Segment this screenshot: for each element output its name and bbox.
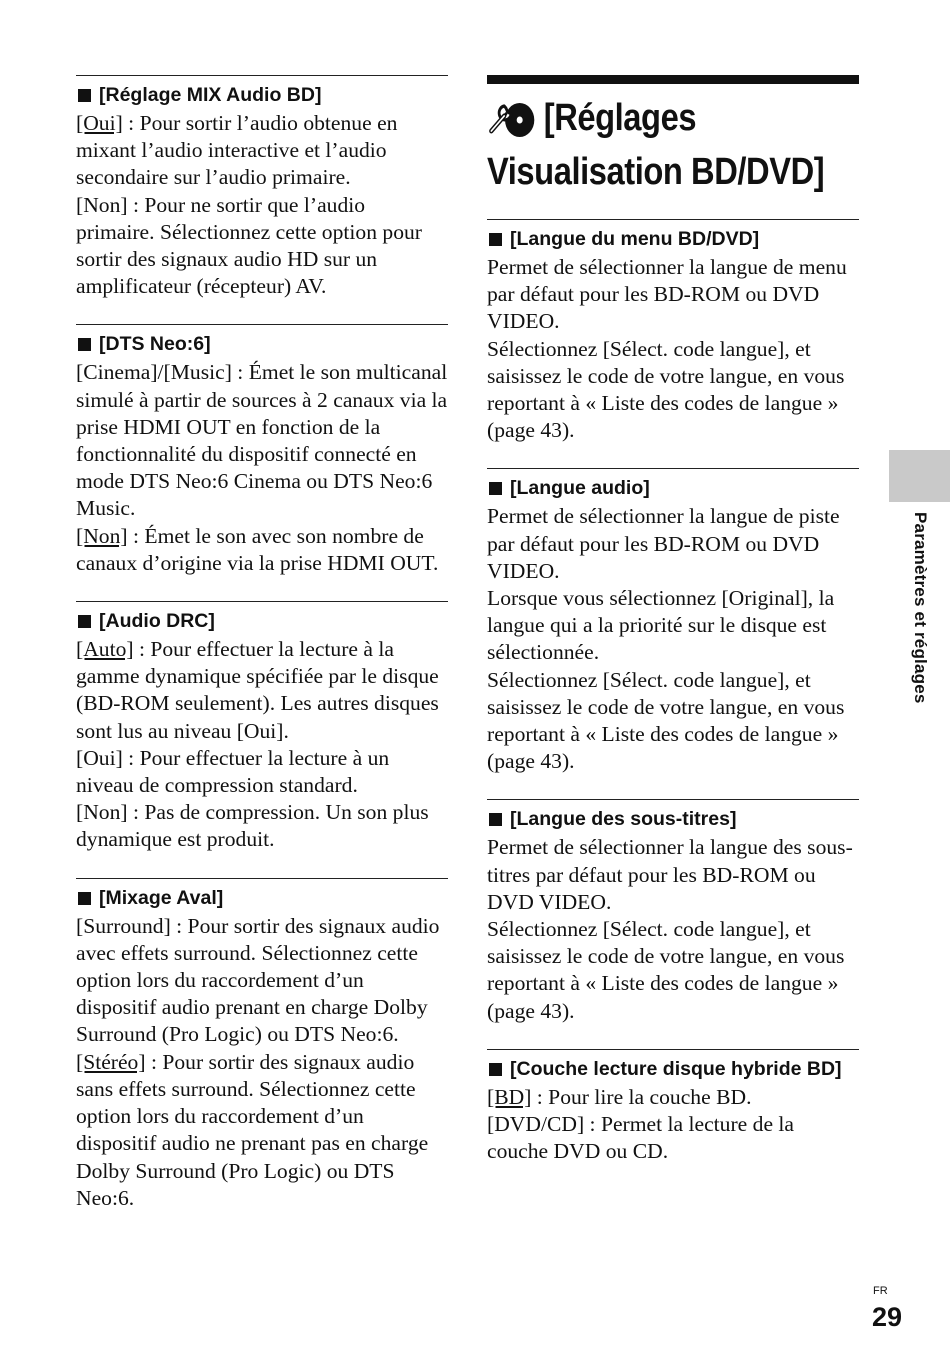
section-paragraph <box>487 916 859 1025</box>
section-body <box>487 1084 859 1166</box>
section-title-text: [Mixage Aval] <box>99 886 224 909</box>
section-title-text: [Couche lecture disque hybride BD] <box>510 1057 842 1080</box>
default-option: [Non] <box>76 523 128 548</box>
square-bullet-icon <box>78 89 91 102</box>
section-paragraph <box>76 359 448 522</box>
section-title-text: [Langue du menu BD/DVD] <box>510 228 760 250</box>
chapter-heading <box>487 75 859 195</box>
square-bullet-icon <box>489 813 502 826</box>
paragraph-text: : Pour sortir l’audio obtenue en mixant l’audio interactive et l’audio secondaire sur l’audio primaire. <box>76 111 398 190</box>
section-title-text: [DTS Neo:6] <box>99 333 211 356</box>
section-paragraph <box>76 745 448 799</box>
paragraph-text: Permet de sélectionner la langue de menu par défaut pour les BD-ROM ou DVD VIDEO. <box>487 255 847 334</box>
paragraph-text: Sélectionnez [Sélect. code langue], et saisissez le code de votre langue, en vous reportant à « Liste des codes de langue » (page 43). <box>487 917 845 1023</box>
paragraph-text: : Pour lire la couche BD. <box>531 1084 752 1109</box>
section-paragraph <box>487 834 859 916</box>
paragraph-text: : Émet le son avec son nombre de canaux d’origine via la prise HDMI OUT. <box>76 523 439 575</box>
chapter-title <box>487 94 857 195</box>
section-body <box>487 254 859 444</box>
section-title-text: [Langue audio] <box>510 477 650 500</box>
section-title <box>76 82 448 109</box>
section-title-text: [Réglage MIX Audio BD] <box>99 84 322 106</box>
left-column <box>76 75 448 1236</box>
section-paragraph <box>76 1049 448 1212</box>
side-tab-label: Paramètres et réglages <box>911 512 930 704</box>
chapter-bar <box>487 75 859 84</box>
section-body <box>487 503 859 775</box>
setting-section <box>487 219 859 444</box>
chapter-title-line1: [Réglages <box>543 97 697 139</box>
paragraph-text: Permet de sélectionner la langue de piste par défaut pour les BD-ROM ou DVD VIDEO. <box>487 504 840 583</box>
section-paragraph <box>76 913 448 1049</box>
section-title-text: [Langue des sous-titres] <box>510 808 737 831</box>
section-title <box>487 806 859 833</box>
paragraph-text: Sélectionnez [Sélect. code langue], et saisissez le code de votre langue, en vous reportant à « Liste des codes de langue » (page 43). <box>487 336 845 443</box>
section-paragraph <box>487 254 859 336</box>
section-title <box>487 475 859 502</box>
chapter-title-line2: Visualisation BD/DVD] <box>487 151 825 193</box>
setting-section <box>76 75 448 300</box>
square-bullet-icon <box>489 1063 502 1076</box>
paragraph-text: : Pour effectuer la lecture à la gamme dynamique spécifiée par le disque (BD-ROM seulement). Les autres disques sont lus au niveau [Oui]. <box>76 637 439 743</box>
default-option: [Auto] <box>76 637 134 662</box>
section-paragraph <box>76 636 448 745</box>
paragraph-text: [Oui] : Pour effectuer la lecture à un niveau de compression standard. <box>76 745 390 798</box>
section-paragraph <box>487 503 859 585</box>
setting-section <box>487 468 859 775</box>
wrench-disc-icon <box>487 94 539 149</box>
section-body <box>487 834 859 1024</box>
square-bullet-icon <box>78 892 91 905</box>
square-bullet-icon <box>78 615 91 628</box>
section-title-text: [Audio DRC] <box>99 610 215 633</box>
setting-section <box>76 878 448 1212</box>
setting-section <box>76 601 448 854</box>
paragraph-text: [Cinema]/[Music] : Émet le son multicanal simulé à partir de sources à 2 canaux via la prise HDMI OUT en fonction de la fonctionnalité du dispositif connecté en mode DTS Neo:6 Cinema ou DTS Neo:6 Music. <box>76 360 448 521</box>
paragraph-text: Permet de sélectionner la langue des sous-titres par défaut pour les BD-ROM ou DVD VIDEO. <box>487 835 853 914</box>
section-paragraph <box>487 336 859 445</box>
section-paragraph <box>487 1111 859 1165</box>
section-paragraph <box>487 585 859 667</box>
setting-section <box>487 1049 859 1166</box>
section-paragraph <box>487 667 859 776</box>
section-paragraph <box>76 192 448 301</box>
section-body <box>76 913 448 1212</box>
paragraph-text: [DVD/CD] : Permet la lecture de la couche DVD ou CD. <box>487 1112 795 1164</box>
default-option: [BD] <box>487 1084 532 1109</box>
section-title <box>76 885 448 912</box>
paragraph-text: [Non] : Pas de compression. Un son plus dynamique est produit. <box>76 800 429 852</box>
section-body <box>76 359 448 577</box>
section-title <box>487 1056 859 1083</box>
square-bullet-icon <box>489 482 502 495</box>
side-tab <box>889 450 950 502</box>
section-body <box>76 636 448 854</box>
section-paragraph <box>487 1084 859 1111</box>
section-body <box>76 110 448 300</box>
default-option: [Stéréo] <box>76 1049 146 1074</box>
default-option: [Oui] <box>76 111 123 135</box>
language-code: FR <box>873 1285 888 1297</box>
page-number: 29 <box>872 1302 903 1332</box>
section-title <box>76 608 448 635</box>
paragraph-text: : Pour sortir des signaux audio sans effets surround. Sélectionnez cette option lors du raccordement d’un dispositif audio ne prenant pas en charge Dolby Surround (Pro Logic) ou DTS Neo:6. <box>76 1049 429 1210</box>
paragraph-text: [Surround] : Pour sortir des signaux audio avec effets surround. Sélectionnez cette option lors du raccordement d’un dispositif audio prenant en charge Dolby Surround (Pro Logic) ou DTS Neo:6. <box>76 913 440 1047</box>
section-title <box>76 331 448 358</box>
paragraph-text: Sélectionnez [Sélect. code langue], et saisissez le code de votre langue, en vous reportant à « Liste des codes de langue » (page 43). <box>487 667 845 774</box>
square-bullet-icon <box>489 233 502 246</box>
right-column <box>487 219 859 1189</box>
section-title <box>487 226 859 253</box>
paragraph-text: [Non] : Pour ne sortir que l’audio primaire. Sélectionnez cette option pour sortir des signaux audio HD sur un amplificateur (récepteur) AV. <box>76 192 422 299</box>
section-paragraph <box>76 799 448 853</box>
paragraph-text: Lorsque vous sélectionnez [Original], la langue qui a la priorité sur le disque est sélectionnée. <box>487 586 835 665</box>
setting-section <box>487 799 859 1024</box>
section-paragraph <box>76 110 448 192</box>
square-bullet-icon <box>78 338 91 351</box>
setting-section <box>76 324 448 577</box>
section-paragraph <box>76 523 448 577</box>
